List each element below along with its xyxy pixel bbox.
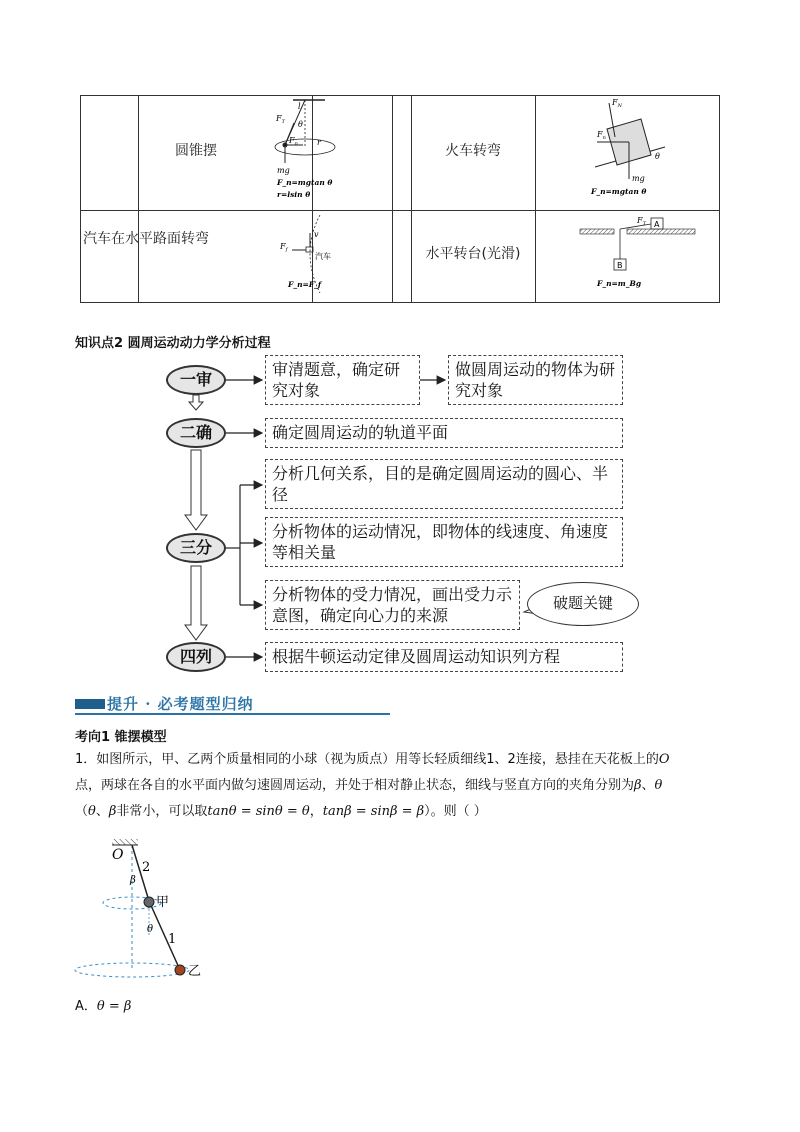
table-row-divider — [80, 210, 720, 211]
subsection-title: 考向1 锥摆模型 — [75, 730, 167, 745]
problem-line-2: 点，两球在各自的水平面内做匀速圆周运动，并处于相对静止状态，细线与竖直方向的夹角分别为β、θ — [75, 778, 663, 793]
double-pendulum-figure — [70, 835, 220, 985]
formula-text: F_n=mgtan θ — [591, 187, 647, 196]
problem-line-1: 1．如图所示，甲、乙两个质量相同的小球（视为质点）用等长轻质细线1、2连接，悬挂在天花板上的O — [75, 752, 670, 767]
table-col-divider — [535, 95, 536, 303]
flow-box-fen-motion: 分析物体的运动情况，即物体的线速度、角速度等相关量 — [265, 517, 623, 567]
string-1-label: 1 — [168, 932, 177, 947]
length-label: l — [298, 102, 301, 111]
option-a-expression: θ = β — [96, 999, 132, 1014]
car-label: 汽车 — [315, 252, 331, 261]
equation-text: tanβ = sinβ = β — [322, 804, 425, 819]
table-col-divider — [138, 95, 139, 303]
angle-beta-label: β — [130, 875, 136, 886]
velocity-label: v — [314, 230, 319, 239]
pivot-label: O — [112, 847, 124, 863]
banner-title: 提升 · 必考题型归纳 — [107, 695, 254, 713]
car-turning-figure — [270, 213, 360, 301]
key-point-bubble: 破题关键 — [527, 582, 639, 626]
banner-underline — [75, 713, 390, 715]
formula-text: F_n=mgtan θ — [277, 178, 333, 187]
flow-step-lie: 四列 — [166, 642, 226, 672]
flow-step-shen: 一审 — [166, 365, 226, 395]
flow-step-fen: 三分 — [166, 533, 226, 563]
formula-text: F_n=m_Bg — [597, 279, 642, 288]
net-force-label: $F_n$ — [289, 136, 298, 147]
conical-pendulum-figure — [265, 97, 365, 209]
turntable-figure — [575, 215, 705, 301]
section-banner — [75, 693, 390, 715]
table-border-bottom — [80, 302, 720, 303]
table-cell-label: 火车转弯 — [445, 143, 501, 159]
block-b-label: B — [617, 261, 623, 270]
table-border-top — [80, 95, 720, 96]
tension-label: $F_T$ — [637, 216, 646, 227]
table-border-left — [80, 95, 81, 303]
normal-force-label: $F_N$ — [612, 98, 622, 109]
flow-box-lie: 根据牛顿运动定律及圆周运动知识列方程 — [265, 642, 623, 672]
table-border-right — [719, 95, 720, 303]
tension-label: $F_T$ — [276, 114, 285, 125]
table-cell-label: 水平转台(光滑) — [425, 246, 521, 262]
equation-text: tanθ = sinθ = θ — [207, 804, 310, 819]
flow-box-que: 确定圆周运动的轨道平面 — [265, 418, 623, 448]
weight-label: mg — [632, 174, 645, 183]
flow-step-que: 二确 — [166, 418, 226, 448]
section-heading: 知识点2 圆周运动动力学分析过程 — [75, 336, 271, 351]
flow-box-fen-geometry: 分析几何关系，目的是确定圆周运动的圆心、半径 — [265, 459, 623, 509]
ball-yi-label: 乙 — [188, 964, 202, 979]
option-a[interactable]: A．θ = β — [75, 999, 132, 1014]
angle-theta-label: θ — [147, 924, 154, 935]
flow-box-shen: 审清题意，确定研究对象 — [265, 355, 420, 405]
angle-label: θ — [655, 152, 660, 161]
banner-accent-bar — [75, 699, 105, 709]
radius-label: r — [317, 138, 321, 147]
angle-label: θ — [298, 120, 303, 129]
formula-table — [80, 95, 720, 303]
formula-text: r=lsin θ — [277, 190, 311, 199]
weight-label: mg — [277, 166, 290, 175]
formula-text: F_n=F_f — [288, 280, 322, 289]
block-a-label: A — [654, 220, 660, 229]
train-turning-figure — [585, 97, 715, 209]
table-col-divider — [392, 95, 393, 303]
table-cell-label: 圆锥摆 — [175, 143, 217, 159]
net-force-label: $F_n$ — [597, 130, 606, 141]
table-cell-label: 汽车在水平路面转弯 — [83, 231, 209, 247]
string-2-label: 2 — [142, 860, 151, 875]
ball-jia-label: 甲 — [156, 895, 170, 910]
table-col-divider — [411, 95, 412, 303]
problem-line-3: （θ、β非常小，可以取tanθ = sinθ = θ，tanβ = sinβ = β）。则（ ） — [75, 804, 487, 819]
flow-box-shen-result: 做圆周运动的物体为研究对象 — [448, 355, 623, 405]
flow-box-fen-force: 分析物体的受力情况，画出受力示意图，确定向心力的来源 — [265, 580, 520, 630]
friction-label: $F_f$ — [280, 242, 288, 253]
